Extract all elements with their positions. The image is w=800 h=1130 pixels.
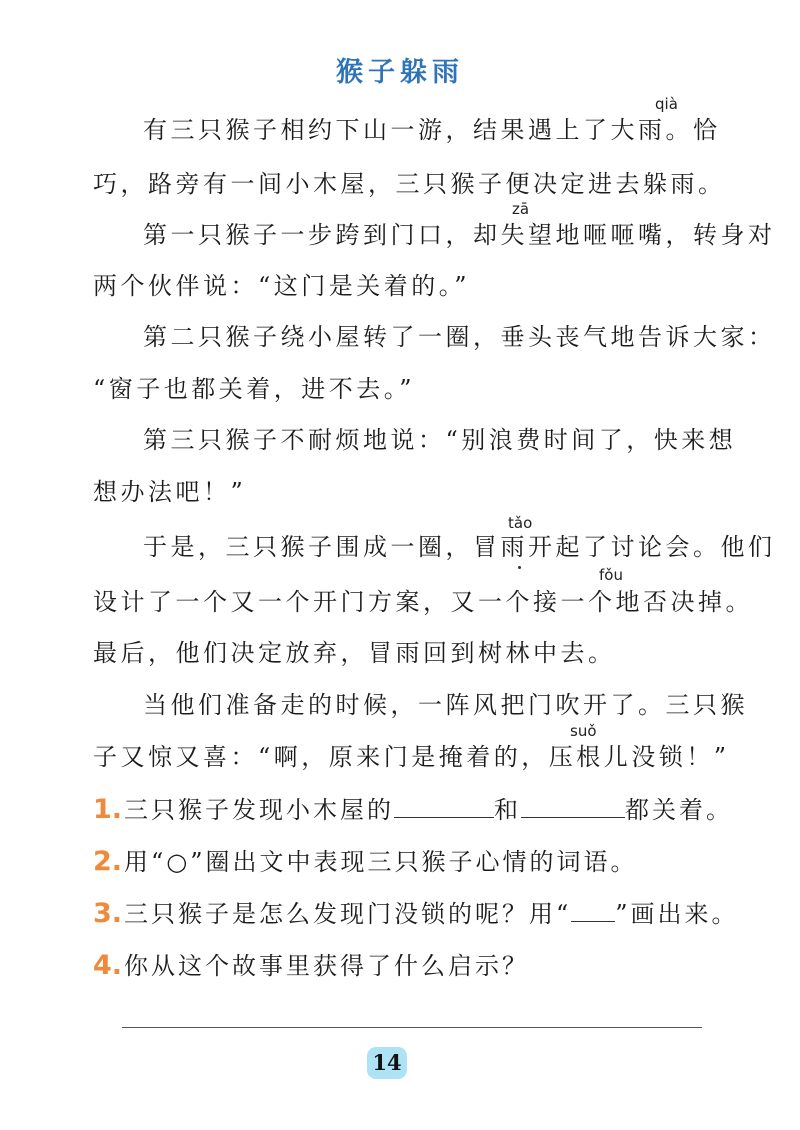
story-line: 巧，路旁有一间小木屋，三只猴子便决定进去躲雨。 [93,170,726,198]
story-line: 想办法吧！” [93,478,247,506]
question-number: 2. [93,846,123,877]
pinyin-suo: suǒ [570,722,597,740]
answer-blank[interactable] [521,795,625,818]
story-line: 子又惊又喜：“啊，原来门是掩着的，压根儿没锁！” [93,743,730,771]
question-text: 和 [494,796,521,824]
question-number: 1. [93,794,123,825]
story-line: “窗子也都关着，进不去。” [93,375,416,403]
pinyin-fou: fǒu [599,566,623,584]
footer-divider [122,1027,702,1028]
story-line: 第三只猴子不耐烦地说：“别浪费时间了，快来想 [143,426,737,454]
page-number: 14 [367,1047,407,1079]
question-1 [124,795,733,825]
emphasis-dot [518,566,521,569]
story-line: 于是，三只猴子围成一圈，冒雨开起了讨论会。他们 [143,533,776,561]
story-line: 设计了一个又一个开门方案，又一个接一个地否决掉。 [93,588,753,616]
story-line: 当他们准备走的时候，一阵风把门吹开了。三只猴 [143,691,748,719]
story-line: 两个伙伴说：“这门是关着的。” [93,272,471,300]
story-line: 最后，他们决定放弃，冒雨回到树林中去。 [93,639,616,667]
question-text: 都关着。 [625,796,733,824]
question-text: ”画出来。 [615,900,739,928]
question-2: 用“○”圈出文中表现三只猴子心情的词语。 [124,848,638,876]
question-number: 4. [93,950,123,981]
question-3 [124,899,739,929]
underline-sample [571,899,615,922]
story-line: 有三只猴子相约下山一游，结果遇上了大雨。恰 [143,116,721,144]
question-text: 三只猴子发现小木屋的 [124,796,394,824]
answer-blank[interactable] [394,795,494,818]
pinyin-tao: tǎo [508,514,533,532]
story-line: 第二只猴子绕小屋转了一圈，垂头丧气地告诉大家： [143,323,776,351]
question-number: 3. [93,898,123,929]
pinyin-qia: qià [655,95,678,113]
question-text: 三只猴子是怎么发现门没锁的呢？用“ [124,900,572,928]
question-4: 你从这个故事里获得了什么启示？ [124,952,529,980]
page-title: 猴子躲雨 [336,57,464,88]
pinyin-za: zā [512,200,530,218]
story-line: 第一只猴子一步跨到门口，却失望地咂咂嘴，转身对 [143,221,776,249]
